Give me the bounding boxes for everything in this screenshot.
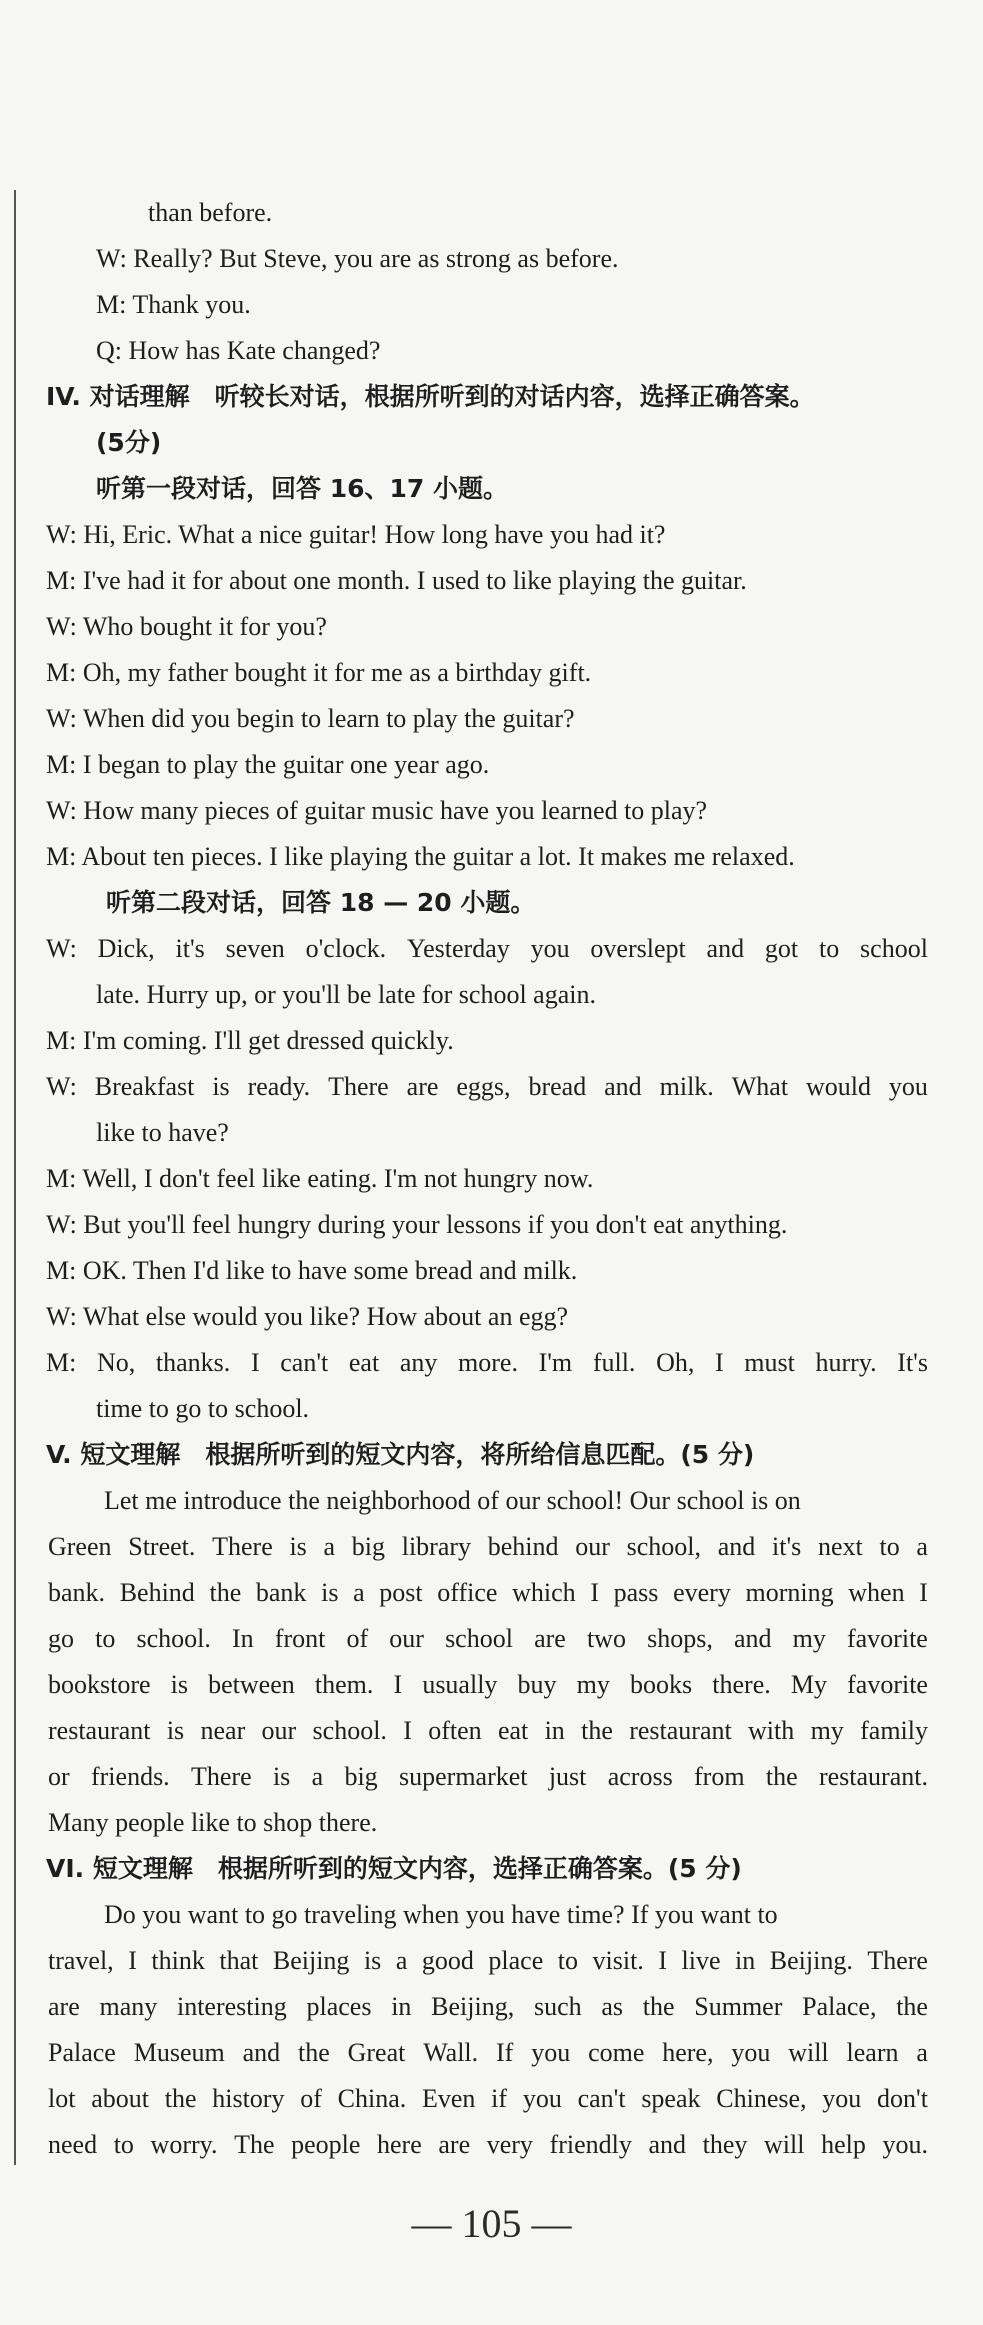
text-line: need to worry. The people here are very friendly and they will help you. bbox=[48, 2130, 928, 2159]
text-line: Let me introduce the neighborhood of our school! Our school is on bbox=[104, 1486, 801, 1515]
text-line: W: Dick, it's seven o'clock. Yesterday you overslept and got to school bbox=[46, 934, 928, 963]
text-line: restaurant is near our school. I often eat in the restaurant with my family bbox=[48, 1716, 928, 1745]
text-line: W: Breakfast is ready. There are eggs, bread and milk. What would you bbox=[46, 1072, 928, 1101]
text-line: M: I've had it for about one month. I used to like playing the guitar. bbox=[46, 566, 747, 595]
text-line: M: About ten pieces. I like playing the guitar a lot. It makes me relaxed. bbox=[46, 842, 795, 871]
margin-rule bbox=[14, 190, 16, 2165]
text-line: W: Really? But Steve, you are as strong as before. bbox=[96, 244, 619, 273]
text-line: M: I began to play the guitar one year ago. bbox=[46, 750, 490, 779]
text-line: bookstore is between them. I usually buy my books there. My favorite bbox=[48, 1670, 928, 1699]
section-heading: VI. 短文理解 根据所听到的短文内容，选择正确答案。(5 分) bbox=[46, 1854, 742, 1883]
text-line: bank. Behind the bank is a post office which I pass every morning when I bbox=[48, 1578, 928, 1607]
page-number: — 105 — bbox=[411, 2201, 572, 2246]
text-line: travel, I think that Beijing is a good place to visit. I live in Beijing. There bbox=[48, 1946, 928, 1975]
text-line: W: When did you begin to learn to play the guitar? bbox=[46, 704, 575, 733]
text-line: or friends. There is a big supermarket just across from the restaurant. bbox=[48, 1762, 928, 1791]
text-line: M: Thank you. bbox=[96, 290, 251, 319]
section-heading: IV. 对话理解 听较长对话，根据所听到的对话内容，选择正确答案。 bbox=[46, 382, 815, 411]
section-heading: 听第二段对话，回答 18 — 20 小题。 bbox=[106, 888, 536, 917]
text-line: W: What else would you like? How about an egg? bbox=[46, 1302, 569, 1331]
text-line: Q: How has Kate changed? bbox=[96, 336, 381, 365]
text-line: W: But you'll feel hungry during your lessons if you don't eat anything. bbox=[46, 1210, 788, 1239]
text-line: M: No, thanks. I can't eat any more. I'm full. Oh, I must hurry. It's bbox=[46, 1348, 928, 1377]
text-line: W: How many pieces of guitar music have you learned to play? bbox=[46, 796, 708, 825]
text-line: late. Hurry up, or you'll be late for school again. bbox=[96, 980, 596, 1009]
text-line: are many interesting places in Beijing, such as the Summer Palace, the bbox=[48, 1992, 928, 2021]
text-line: Do you want to go traveling when you have time? If you want to bbox=[104, 1900, 778, 1929]
text-line: than before. bbox=[148, 198, 273, 227]
text-line: M: I'm coming. I'll get dressed quickly. bbox=[46, 1026, 454, 1055]
text-line: Many people like to shop there. bbox=[48, 1808, 378, 1837]
text-line: time to go to school. bbox=[96, 1394, 310, 1423]
text-line: M: OK. Then I'd like to have some bread and milk. bbox=[46, 1256, 578, 1285]
section-heading: 听第一段对话，回答 16、17 小题。 bbox=[96, 474, 508, 503]
text-line: W: Hi, Eric. What a nice guitar! How long have you had it? bbox=[46, 520, 666, 549]
text-line: W: Who bought it for you? bbox=[46, 612, 327, 641]
text-line: go to school. In front of our school are two shops, and my favorite bbox=[48, 1624, 928, 1653]
section-heading: (5分) bbox=[96, 428, 162, 457]
text-line: Green Street. There is a big library behind our school, and it's next to a bbox=[48, 1532, 928, 1561]
text-line: M: Oh, my father bought it for me as a birthday gift. bbox=[46, 658, 592, 687]
text-line: lot about the history of China. Even if you can't speak Chinese, you don't bbox=[48, 2084, 928, 2113]
text-line: like to have? bbox=[96, 1118, 229, 1147]
text-line: Palace Museum and the Great Wall. If you come here, you will learn a bbox=[48, 2038, 928, 2067]
text-line: M: Well, I don't feel like eating. I'm not hungry now. bbox=[46, 1164, 594, 1193]
section-heading: V. 短文理解 根据所听到的短文内容，将所给信息匹配。(5 分) bbox=[46, 1440, 755, 1469]
